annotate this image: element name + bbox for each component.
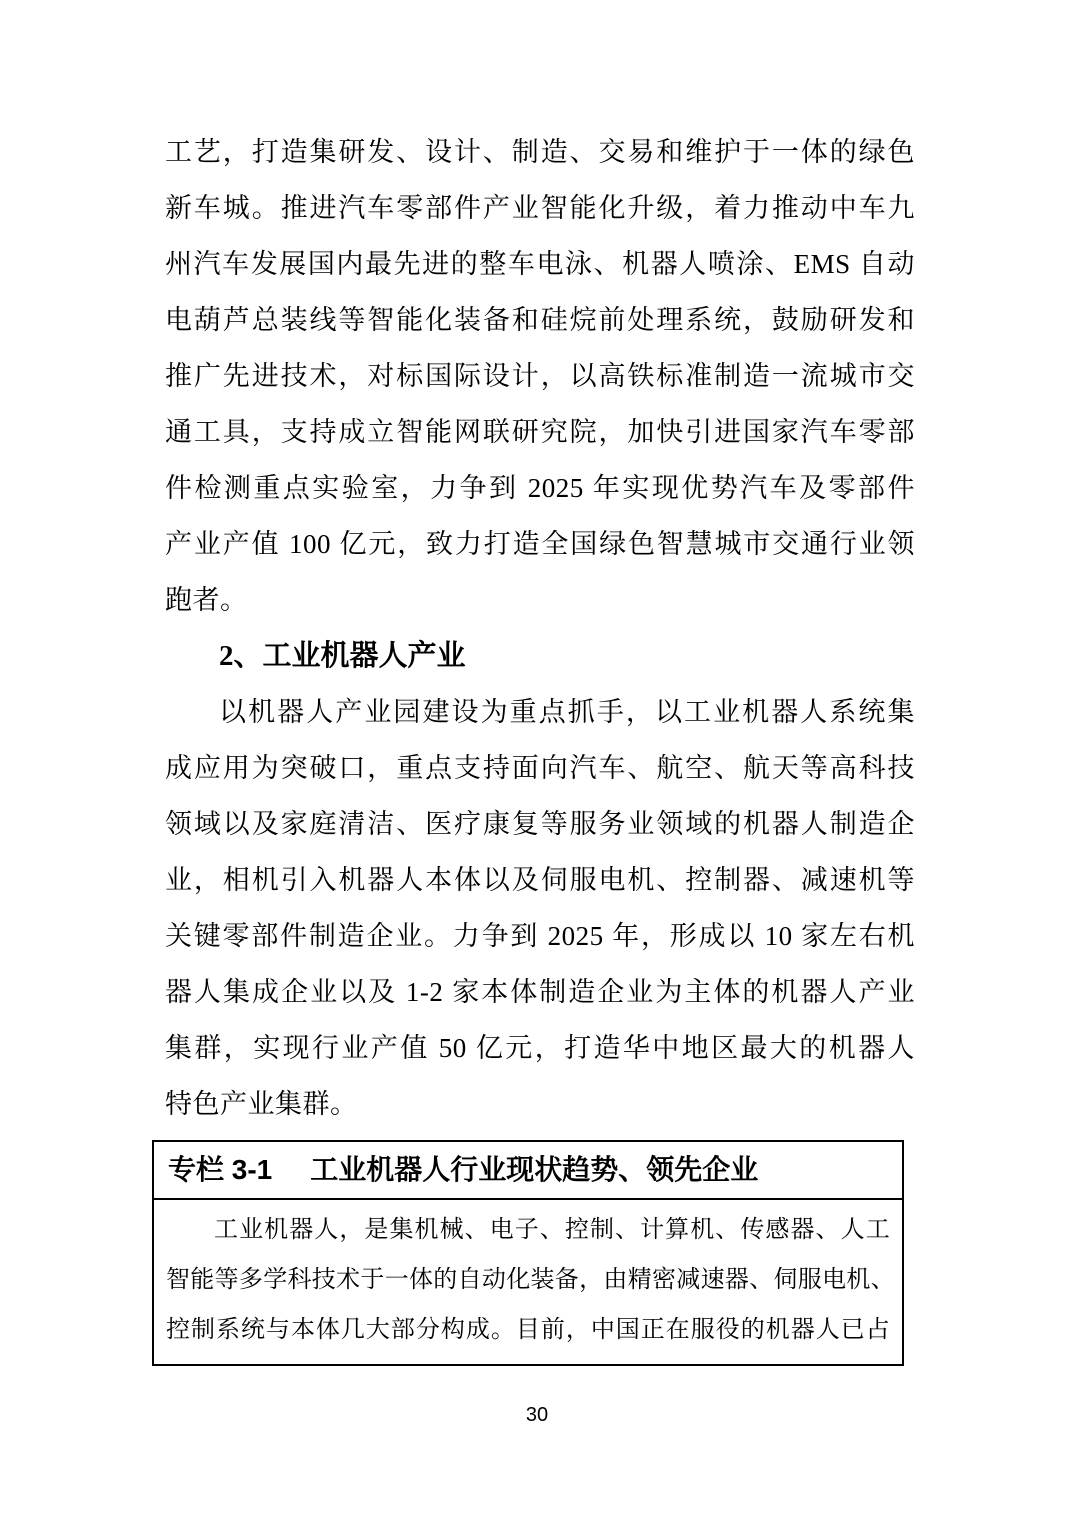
text-line: 产业产值 100 亿元，致力打造全国绿色智慧城市交通行业领 <box>165 529 915 559</box>
text-line: 业，相机引入机器人本体以及伺服电机、控制器、减速机等 <box>165 865 915 895</box>
column-box-header <box>154 1142 902 1200</box>
paragraph-auto-industry <box>165 124 915 628</box>
text-line: 工艺，打造集研发、设计、制造、交易和维护于一体的绿色 <box>165 137 915 167</box>
text-line: 特色产业集群。 <box>165 1089 358 1119</box>
page-number: 30 <box>525 1404 549 1426</box>
column-box-body <box>154 1200 902 1364</box>
page-footer <box>0 1404 1074 1427</box>
page-content <box>165 124 915 1366</box>
paragraph-robot-industry <box>165 684 915 1132</box>
column-box-3-1 <box>152 1140 904 1366</box>
column-box-title: 工业机器人行业现状趋势、领先企业 <box>310 1154 759 1185</box>
text-line: 跑者。 <box>165 585 248 615</box>
text-line: 通工具，支持成立智能网联研究院，加快引进国家汽车零部 <box>165 417 915 447</box>
text-line: 新车城。推进汽车零部件产业智能化升级，着力推动中车九 <box>165 193 915 223</box>
text-line: 控制系统与本体几大部分构成。目前，中国正在服役的机器人已占 <box>166 1317 890 1343</box>
section-heading-industrial-robot: 2、工业机器人产业 <box>219 640 466 672</box>
text-line: 集群，实现行业产值 50 亿元，打造华中地区最大的机器人 <box>165 1033 915 1063</box>
text-line: 工业机器人，是集机械、电子、控制、计算机、传感器、人工 <box>214 1217 890 1243</box>
text-line: 电葫芦总装线等智能化装备和硅烷前处理系统，鼓励研发和 <box>165 305 915 335</box>
text-line: 成应用为突破口，重点支持面向汽车、航空、航天等高科技 <box>165 753 915 783</box>
text-line: 以机器人产业园建设为重点抓手，以工业机器人系统集 <box>219 697 915 727</box>
column-box-label: 专栏 3-1 <box>168 1154 273 1185</box>
text-line: 智能等多学科技术于一体的自动化装备，由精密减速器、伺服电机、 <box>166 1267 895 1293</box>
text-line: 州汽车发展国内最先进的整车电泳、机器人喷涂、EMS 自动 <box>165 249 915 279</box>
text-line: 领域以及家庭清洁、医疗康复等服务业领域的机器人制造企 <box>165 809 915 839</box>
text-line: 关键零部件制造企业。力争到 2025 年，形成以 10 家左右机 <box>165 921 915 951</box>
text-line: 推广先进技术，对标国际设计，以高铁标准制造一流城市交 <box>165 361 915 391</box>
text-line: 件检测重点实验室，力争到 2025 年实现优势汽车及零部件 <box>165 473 915 503</box>
text-line: 器人集成企业以及 1-2 家本体制造企业为主体的机器人产业 <box>165 977 915 1007</box>
